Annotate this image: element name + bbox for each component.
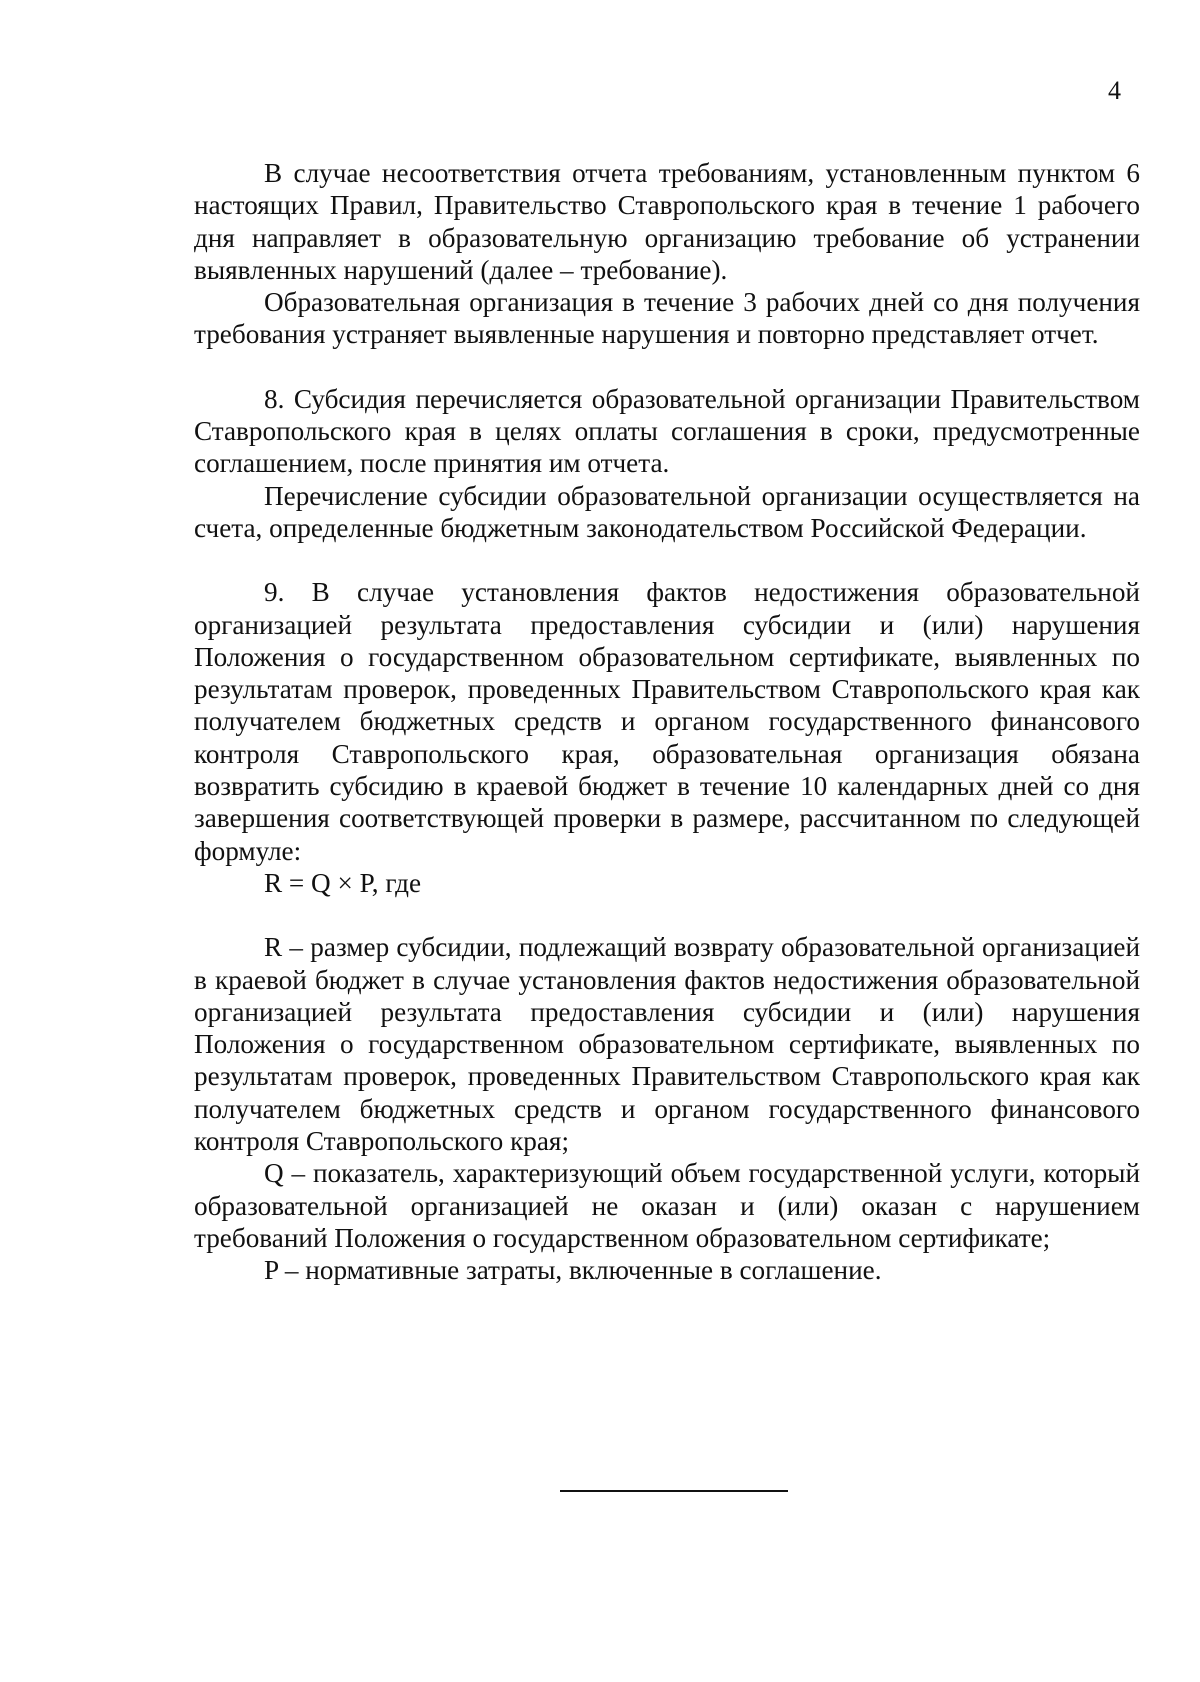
- document-body: [194, 157, 1140, 1287]
- paragraph-item-9: 9. В случае установления фактов недостижения образовательной организацией результата предоставления субсидии и (или) нарушения Положения о государственном образовательном сертификате, выявленных по результатам проверок, проведенных Правительством Ставропольского края как получателем бюджетных средств и органом государственного финансового контроля Ставропольского края, образовательная организация обязана возвратить субсидию в краевой бюджет в течение 10 календарных дней со дня завершения соответствующей проверки в размере, рассчитанном по следующей формуле:: [194, 577, 1140, 866]
- formula: R = Q × P, где: [264, 867, 422, 898]
- paragraph-subsidy-transfer: Перечисление субсидии образовательной организации осуществляется на счета, определенные бюджетным законодательством Российской Федерации.: [194, 480, 1140, 543]
- paragraph-report-noncompliance: В случае несоответствия отчета требованиям, установленным пунктом 6 настоящих Правил, Правительство Ставропольского края в течение 1 рабочего дня направляет в образовательную организацию требование об устранении выявленных нарушений (далее – требование).: [194, 158, 1140, 285]
- paragraph-item-8: 8. Субсидия перечисляется образовательной организации Правительством Ставропольского края в целях оплаты соглашения в сроки, предусмотренные соглашением, после принятия им отчета.: [194, 383, 1140, 479]
- definition-r: R – размер субсидии, подлежащий возврату образовательной организацией в краевой бюджет в случае установления фактов недостижения образовательной организацией результата предоставления субсидии и (или) нарушения Положения о государственном образовательном сертификате, выявленных по результатам проверок, проведенных Правительством Ставропольского края как получателем бюджетных средств и органом государственного финансового контроля Ставропольского края;: [194, 932, 1140, 1157]
- page-number: 4: [1108, 76, 1121, 105]
- definition-q: Q – показатель, характеризующий объем государственной услуги, который образовательной организацией не оказан и (или) оказан с нарушением требований Положения о государственном образовательном сертификате;: [194, 1158, 1140, 1253]
- definition-p: P – нормативные затраты, включенные в соглашение.: [264, 1255, 882, 1286]
- paragraph-violation-fix: Образовательная организация в течение 3 рабочих дней со дня получения требования устраняет выявленные нарушения и повторно представляет отчет.: [194, 287, 1140, 350]
- end-of-document-rule: [560, 1490, 788, 1492]
